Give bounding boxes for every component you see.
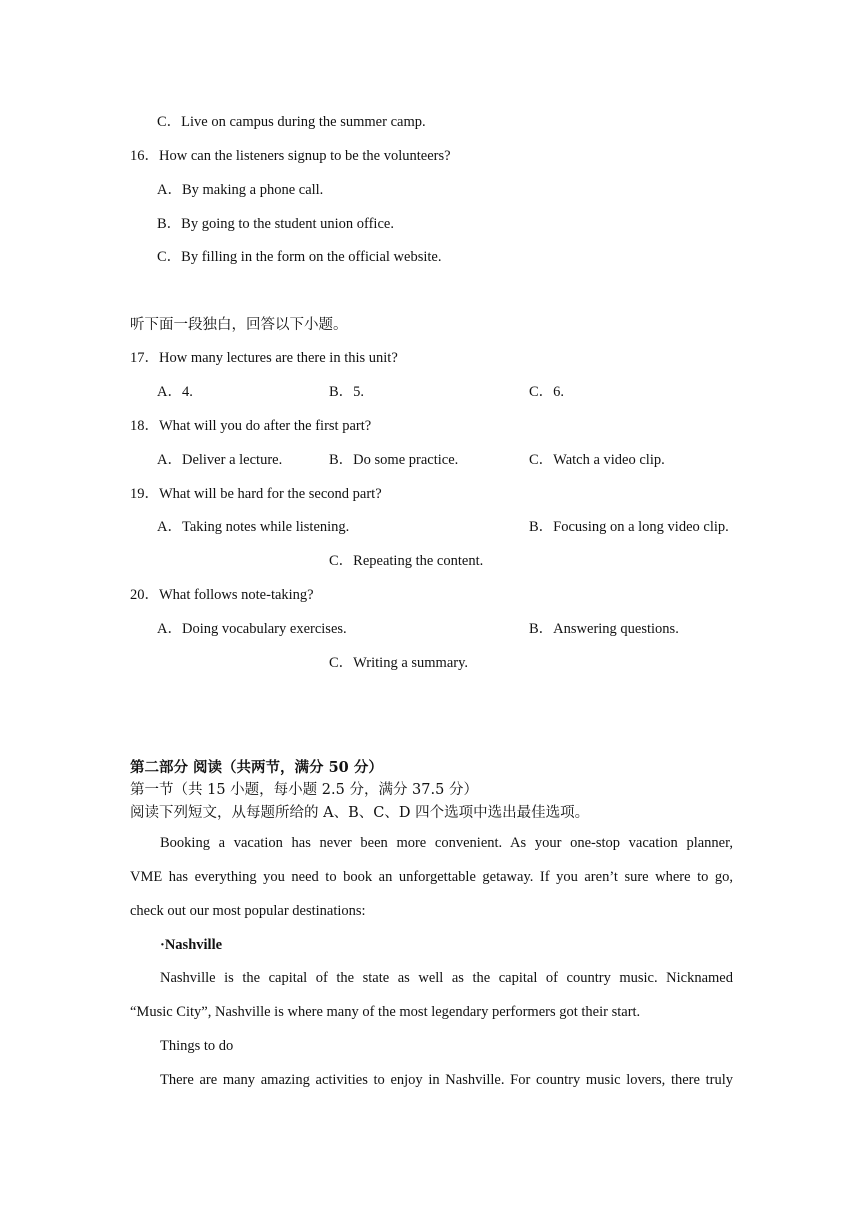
q18-option-b: B．Do some practice. <box>329 452 459 468</box>
monologue-intro: 听下面一段独白，回答以下小题。 <box>130 317 348 333</box>
q20-stem: 20．What follows note-taking? <box>130 587 314 603</box>
passage-p3-line1: There are many amazing activities to enjoy in Nashville. For country music lovers, there truly <box>160 1072 733 1088</box>
passage-p2-line1: Nashville is the capital of the state as well as the capital of country music. Nicknamed <box>160 970 733 986</box>
q18-option-a: A．Deliver a lecture. <box>157 452 283 468</box>
section1-heading: 第一节（共 15 小题，每小题 2.5 分，满分 37.5 分） <box>130 782 478 798</box>
q20-option-b: B．Answering questions. <box>529 621 679 637</box>
q20-option-c: C．Writing a summary. <box>329 655 469 671</box>
q19-option-b: B．Focusing on a long video clip. <box>529 519 729 535</box>
passage-p1-line2: VME has everything you need to book an unforgettable getaway. If you aren’t sure where to go, <box>130 869 733 885</box>
part2-heading: 第二部分 阅读（共两节，满分 50 分） <box>130 759 383 776</box>
passage-things-to-do: Things to do <box>160 1038 234 1054</box>
q19-option-a: A．Taking notes while listening. <box>157 519 350 535</box>
q16-stem: 16．How can the listeners signup to be the volunteers? <box>130 148 451 164</box>
passage-p1-line1: Booking a vacation has never been more convenient. As your one-stop vacation planner, <box>160 835 733 851</box>
q20-option-a: A．Doing vocabulary exercises. <box>157 621 347 637</box>
q17-stem: 17．How many lectures are there in this unit? <box>130 350 398 366</box>
q19-option-c: C．Repeating the content. <box>329 553 484 569</box>
q15-option-c: C．Live on campus during the summer camp. <box>157 114 426 130</box>
q16-option-a: A．By making a phone call. <box>157 182 324 198</box>
q16-option-b: B．By going to the student union office. <box>157 216 394 232</box>
passage-p2-line2: “Music City”, Nashville is where many of the most legendary performers got their start. <box>130 1004 641 1020</box>
q18-stem: 18．What will you do after the first part? <box>130 418 372 434</box>
reading-instruction: 阅读下列短文，从每题所给的 A、B、C、D 四个选项中选出最佳选项。 <box>130 805 590 821</box>
q19-stem: 19．What will be hard for the second part? <box>130 486 382 502</box>
q17-option-b: B．5. <box>329 384 365 400</box>
q17-option-c: C．6. <box>529 384 565 400</box>
passage-subhead-nashville: ·Nashville <box>160 937 223 953</box>
q16-option-c: C．By filling in the form on the official website. <box>157 249 442 265</box>
q17-option-a: A．4. <box>157 384 193 400</box>
q18-option-c: C．Watch a video clip. <box>529 452 665 468</box>
passage-p1-line3: check out our most popular destinations: <box>130 903 366 919</box>
